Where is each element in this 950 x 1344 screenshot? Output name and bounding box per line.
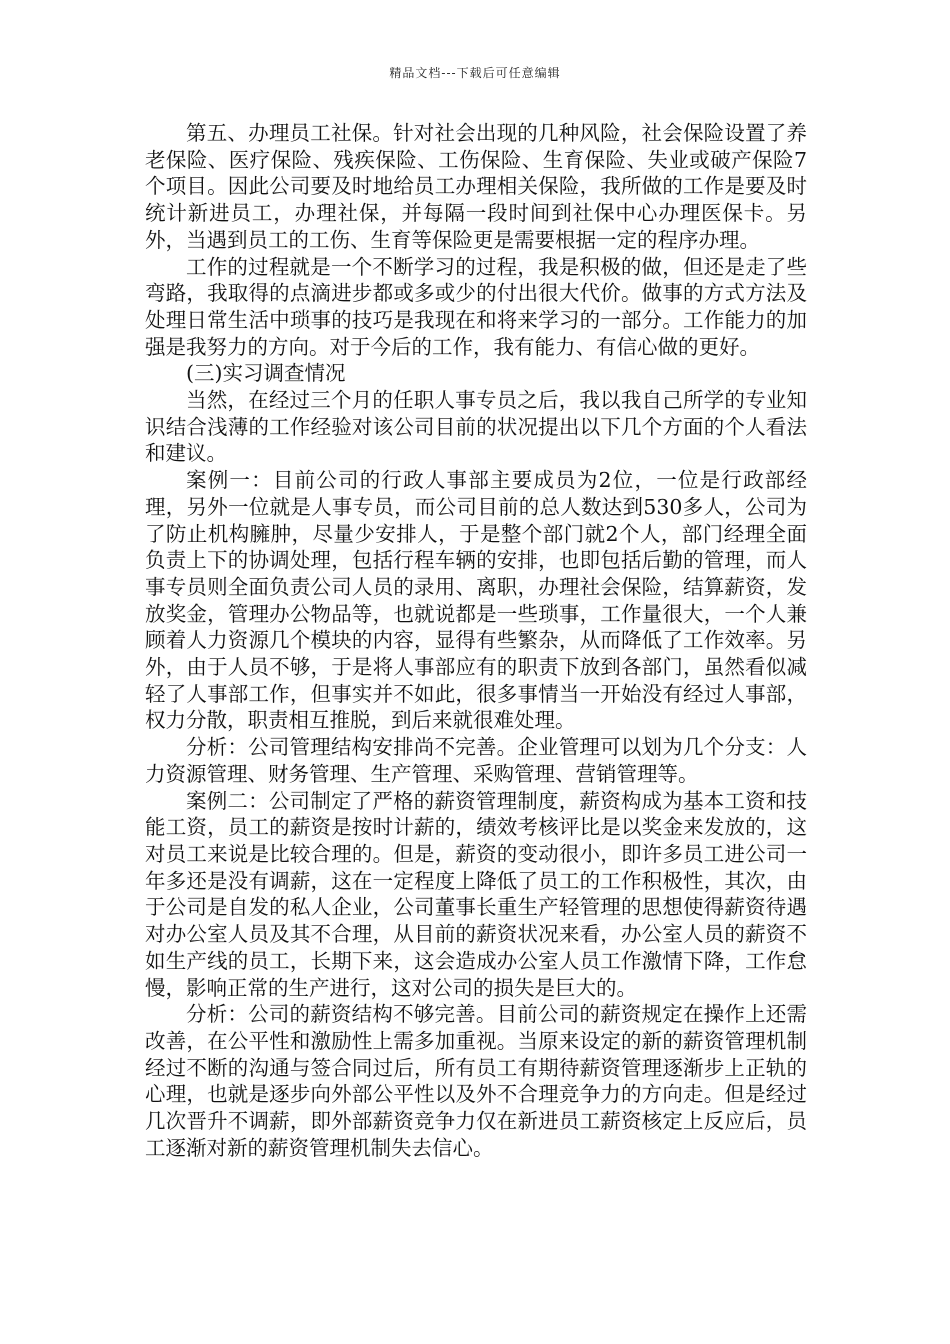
page-header: 精品文档---下载后可任意编辑 — [389, 66, 561, 80]
paragraph-social-insurance: 第五、办理员工社保。针对社会出现的几种风险，社会保险设置了养老保险、医疗保险、残疾保险、工伤保险、生育保险、失业或破产保险7个项目。因此公司要及时地给员工办理相关保险，我所做的工作是要及时统计新进员工，办理社保，并每隔一段时间到社保中心办理医保卡。另外，当遇到员工的工伤、生育等保险更是需要根据一定的程序办理。 — [145, 121, 807, 252]
paragraph-case-one: 案例一：目前公司的行政人事部主要成员为2位，一位是行政部经理，另外一位就是人事专员，而公司目前的总人数达到530多人，公司为了防止机构臃肿，尽量少安排人，于是整个部门就2个人，部门经理全面负责上下的协调处理，包括行程车辆的安排，也即包括后勤的管理，而人事专员则全面负责公司人员的录用、离职，办理社会保险，结算薪资，发放奖金，管理办公物品等，也就说都是一些琐事，工作量很大，一个人兼顾着人力资源几个模块的内容，显得有些繁杂，从而降低了工作效率。另外，由于人员不够，于是将人事部应有的职责下放到各部门，虽然看似减轻了人事部工作，但事实并不如此，很多事情当一开始没有经过人事部，权力分散，职责相互推脱，到后来就很难处理。 — [145, 468, 807, 733]
document-body — [145, 120, 807, 1161]
section-heading-internship-survey: (三)实习调查情况 — [186, 361, 346, 386]
paragraph-case-two: 案例二：公司制定了严格的薪资管理制度，薪资构成为基本工资和技能工资，员工的薪资是按时计薪的，绩效考核评比是以奖金来发放的，这对员工来说是比较合理的。但是，薪资的变动很小，即许多员工进公司一年多还是没有调薪，这在一定程度上降低了员工的工作积极性，其次，由于公司是自发的私人企业，公司董事长重生产轻管理的思想使得薪资待遇对办公室人员及其不合理，从目前的薪资状况来看，办公室人员的薪资不如生产线的员工，长期下来，这会造成办公室人员工作激情下降，工作怠慢，影响正常的生产进行，这对公司的损失是巨大的。 — [145, 788, 807, 1000]
paragraph-work-reflection: 工作的过程就是一个不断学习的过程，我是积极的做，但还是走了些弯路，我取得的点滴进步都或多或少的付出很大代价。做事的方式方法及处理日常生活中琐事的技巧是我现在和将来学习的一部分。工作能力的加强是我努力的方向。对于今后的工作，我有能力、有信心做的更好。 — [145, 254, 807, 359]
paragraph-analysis-two: 分析：公司的薪资结构不够完善。目前公司的薪资规定在操作上还需改善，在公平性和激励性上需多加重视。当原来设定的新的薪资管理机制经过不断的沟通与签合同过后，所有员工有期待薪资管理逐渐步上正轨的心理，也就是逐步向外部公平性以及外不合理竞争力的方向走。但是经过几次晋升不调薪，即外部薪资竞争力仅在新进员工薪资核定上反应后，员工逐渐对新的薪资管理机制失去信心。 — [145, 1002, 807, 1160]
paragraph-introduction: 当然，在经过三个月的任职人事专员之后，我以我自己所学的专业知识结合浅薄的工作经验对该公司目前的状况提出以下几个方面的个人看法和建议。 — [145, 388, 807, 466]
paragraph-analysis-one: 分析：公司管理结构安排尚不完善。企业管理可以划为几个分支：人力资源管理、财务管理、生产管理、采购管理、营销管理等。 — [145, 735, 807, 786]
